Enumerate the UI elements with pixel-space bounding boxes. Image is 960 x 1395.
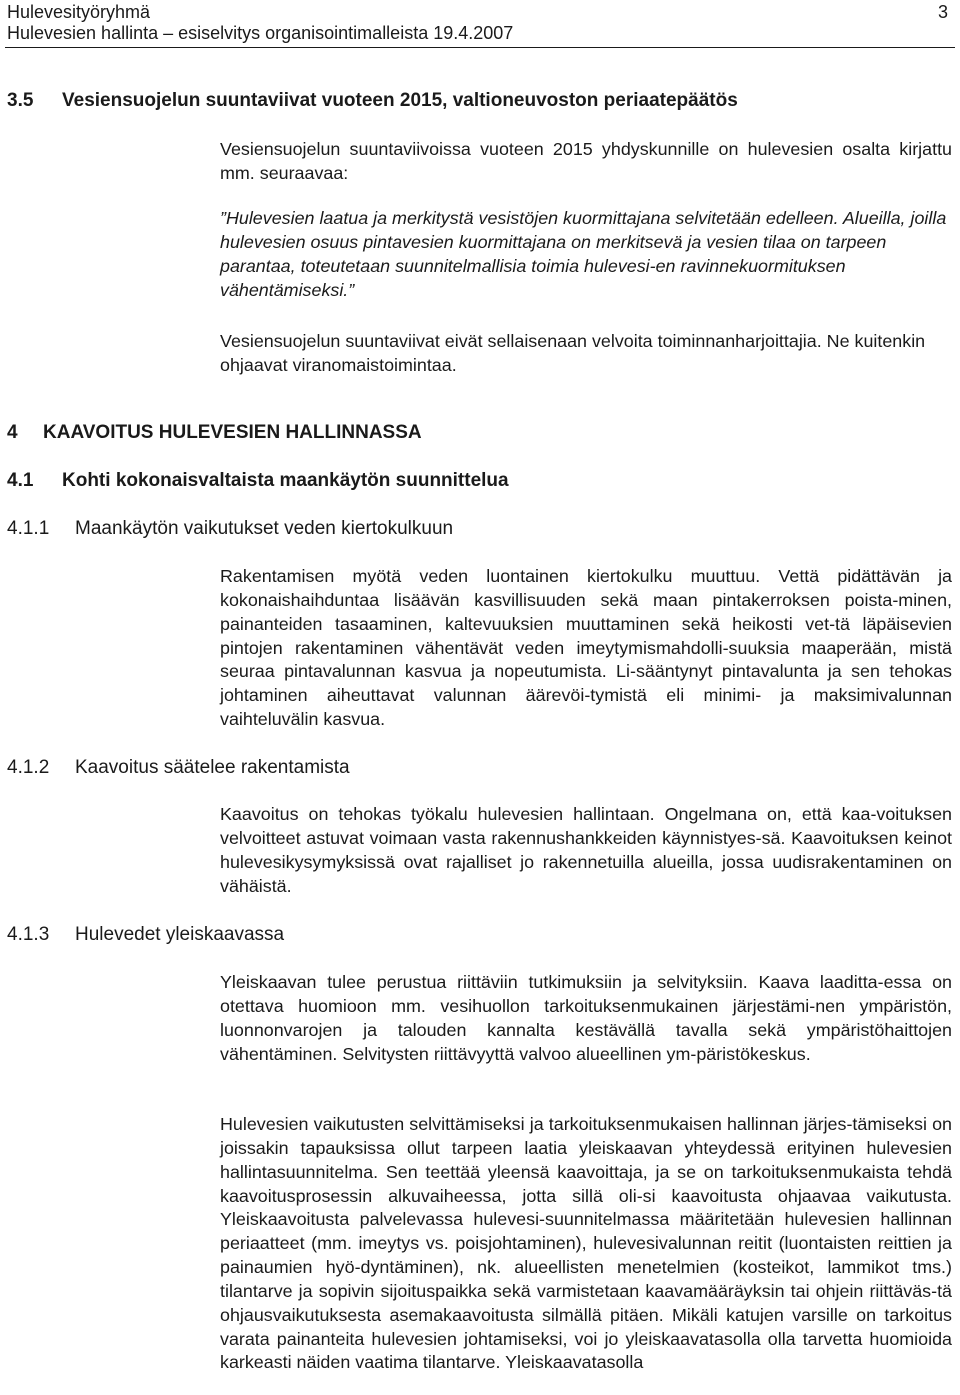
paragraph-4-1-1: Rakentamisen myötä veden luontainen kiertokulku muuttuu. Vettä pidättävän ja kokonaishaihduntaa lisäävän kasvillisuuden sekä maan pintakerroksen poista-minen, painanteiden tasaaminen, kaltevuuksien muuttaminen sekä heikosti vet-tä läpäisevien pintojen rakentaminen vähentävät veden imeytymismahdolli-suuksia maaperään, mistä seuraa pintavalunnan kasvua ja nopeutumista. Li-sääntynyt pintavalunta ja sen tehokas johtaminen aiheuttavat valunnan äärevöi-tymistä eli minimi- ja maksimivalunnan vaihteluvälin kasvua. <box>220 566 952 730</box>
heading-title: Vesiensuojelun suuntaviivat vuoteen 2015, valtioneuvoston periaatepäätös <box>62 90 738 111</box>
heading-title: KAAVOITUS HULEVESIEN HALLINNASSA <box>43 422 422 443</box>
heading-number: 3.5 <box>7 90 34 111</box>
heading-number: 4 <box>7 422 18 443</box>
paragraph-3-5-intro: Vesiensuojelun suuntaviivoissa vuoteen 2015 yhdyskunnille on hulevesien osalta kirjattu mm. seuraavaa: <box>220 139 952 183</box>
heading-number: 4.1 <box>7 470 34 491</box>
heading-4 <box>7 421 422 445</box>
heading-title: Kaavoitus säätelee rakentamista <box>75 757 350 778</box>
header-rule <box>5 47 955 48</box>
paragraph-3-5-quote: ”Hulevesien laatua ja merkitystä vesistöjen kuormittajana selvitetään edelleen. Alueilla, joilla hulevesien osuus pintavesien kuormittajana on merkitsevä ja vesien tilaa on tarpeen parantaa, toteutetaan suunnitelmallisia toimia hulevesi-en ravinnekuormituksen vähentämiseksi.” <box>220 208 947 300</box>
heading-4-1-3 <box>7 923 284 947</box>
heading-number: 4.1.1 <box>7 518 50 539</box>
heading-4-1-2 <box>7 756 350 780</box>
paragraph-3-5-note: Vesiensuojelun suuntaviivat eivät sellaisenaan velvoita toiminnanharjoittajia. Ne kuitenkin ohjaavat viranomaistoimintaa. <box>220 331 926 375</box>
paragraph-4-1-3-a: Yleiskaavan tulee perustua riittäviin tutkimuksiin ja selvityksiin. Kaava laaditta-essa on otettava huomioon mm. vesihuollon tarkoituksenmukainen järjestämi-nen ympäristön, luonnonvarojen ja talouden kannalta kestävällä tavalla sekä ympäristöhaittojen vähentäminen. Selvitysten riittävyyttä valvoo alueellinen ym-päristökeskus. <box>220 972 952 1064</box>
heading-4-1 <box>7 469 509 493</box>
heading-number: 4.1.3 <box>7 924 50 945</box>
heading-title: Hulevedet yleiskaavassa <box>75 924 285 945</box>
heading-title: Maankäytön vaikutukset veden kiertokulkuun <box>75 518 454 539</box>
heading-number: 4.1.2 <box>7 757 50 778</box>
page-number: 3 <box>937 2 948 22</box>
heading-4-1-1 <box>7 517 453 541</box>
header-organization: Hulevesityöryhmä <box>7 2 151 22</box>
header-document-title: Hulevesien hallinta – esiselvitys organisointimalleista 19.4.2007 <box>7 23 514 43</box>
paragraph-4-1-3-b: Hulevesien vaikutusten selvittämiseksi ja tarkoituksenmukaisen hallinnan järjes-tämiseksi on joissakin tapauksissa ollut tarpeen laatia yleiskaavan yhteydessä erityinen hulevesien hallintasuunnitelma. Sen teettää yleensä kaavoittaja, ja se on tarkoituksenmukaista tehdä kaavoitusprosessin alkuvaiheessa, jotta sillä oli-si kaavoitusta ohjaavaa vaikutusta. Yleiskaavoitusta palvelevassa hulevesi-suunnitelmassa määritetään hulevesien hallinnan periaatteet (mm. imeytys vs. poisjohtaminen), hulevesivalunnan reitit (luontaisten reittien ja painaumien hyö-dyntäminen), nk. alueellisten menetelmien (kosteikot, lammikot tms.) tilantarve ja sopivin sijoituspaikka sekä varmistetaan kaavamääräyksin tai ohjein riittäväs-tä ohjausvaikutuksesta asemakaavoitusta silmällä pitäen. Mikäli katujen varsille on tarkoitus varata painanteita hulevesien johtamiseksi, voi jo yleiskaavatasolla olla tarvetta huomioida karkeasti näiden vaatima tilantarve. Yleiskaavatasolla <box>220 1114 952 1373</box>
heading-title: Kohti kokonaisvaltaista maankäytön suunnittelua <box>62 470 509 491</box>
paragraph-4-1-2: Kaavoitus on tehokas työkalu hulevesien hallintaan. Ongelmana on, että kaa-voituksen velvoitteet astuvat voimaan vasta rakennushankkeiden käynnistyes-sä. Kaavoituksen keinot hulevesikysymyksissä ovat rajalliset jo rakennetuilla alueilla, jossa uudisrakentaminen on vähäistä. <box>220 804 952 896</box>
heading-3-5 <box>7 89 738 113</box>
